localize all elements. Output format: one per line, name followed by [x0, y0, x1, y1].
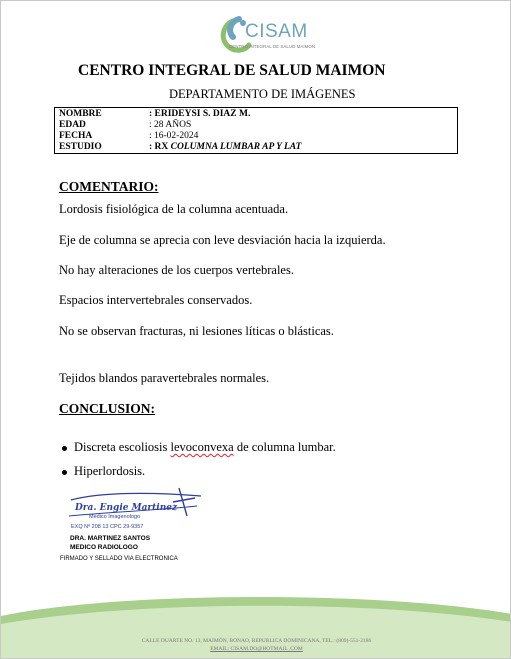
- comment-line: Eje de columna se aprecia con leve desviación hacia la izquierda.: [59, 233, 386, 247]
- patient-value: : 28 AÑOS: [149, 120, 192, 130]
- signature-note: FIRMADO Y SELLADO VIA ELECTRONICA: [60, 556, 178, 562]
- comment-line: No se observan fracturas, ni lesiones líticas o blásticas.: [59, 324, 334, 338]
- logo-text: CISAM: [245, 21, 308, 42]
- conclusion-item-text: Hiperlordosis.: [74, 464, 146, 478]
- signature-stamp-icon: [61, 486, 211, 534]
- conclusion-item: [74, 464, 145, 479]
- conclusion-item-text: Discreta escoliosis: [74, 440, 171, 454]
- stamp-title: Medico Imagenologo: [89, 514, 141, 520]
- comment-heading: COMENTARIO:: [59, 179, 159, 194]
- patient-label: NOMBRE: [59, 109, 102, 119]
- conclusion-heading: CONCLUSION:: [59, 401, 156, 416]
- department-title: DEPARTAMENTO DE IMÁGENES: [169, 87, 356, 101]
- spellcheck-flagged-word: levoconvexa: [170, 440, 234, 454]
- doctor-name: DRA. MARTINEZ SANTOS: [70, 535, 151, 542]
- patient-value: : ERIDEYSI S. DIAZ M.: [149, 109, 251, 119]
- patient-label: FECHA: [59, 131, 93, 141]
- patient-label: ESTUDIO: [59, 142, 102, 152]
- patient-row-age: [59, 120, 191, 131]
- patient-info-box: [54, 107, 458, 154]
- patient-value: : 16-02-2024: [149, 131, 199, 141]
- patient-label: EDAD: [59, 120, 86, 130]
- comment-line: Lordosis fisiológica de la columna acentuada.: [59, 202, 289, 216]
- bullet-icon: [62, 446, 67, 451]
- bullet-icon: [62, 470, 67, 475]
- patient-row-study: [59, 142, 301, 153]
- comment-line: Tejidos blandos paravertebrales normales.: [59, 371, 270, 385]
- signature-script-name: Dra. Engie Martinez: [75, 503, 178, 513]
- comment-line: No hay alteraciones de los cuerpos vertebrales.: [59, 263, 294, 277]
- patient-value: COLUMNA LUMBAR AP Y LAT: [170, 142, 302, 152]
- footer-email-link[interactable]: EMAIL: CISAM.DO@HOTMAIL .COM: [210, 646, 303, 652]
- stamp-id: EXQ Nº 208 13 CPC 29-9357: [71, 524, 144, 530]
- comment-line: Espacios intervertebrales conservados.: [59, 293, 253, 307]
- page-title: CENTRO INTEGRAL DE SALUD MAIMON: [78, 62, 386, 79]
- patient-value-prefix: : RX: [149, 142, 171, 152]
- logo-subtitle: CENTRO INTEGRAL DE SALUD MAIMON: [229, 44, 316, 49]
- footer-address: CALLE DUARTE NO. 13, MAIMÓN, BONAO, REPUBLICA DOMINICANA, TEL.: (809)-551-2186: [141, 638, 372, 644]
- patient-row-name: [59, 109, 250, 120]
- patient-row-date: [59, 131, 198, 142]
- conclusion-item: [74, 440, 336, 455]
- doctor-title: MEDICO RADIOLOGO: [70, 544, 138, 551]
- conclusion-item-text: de columna lumbar.: [233, 440, 336, 454]
